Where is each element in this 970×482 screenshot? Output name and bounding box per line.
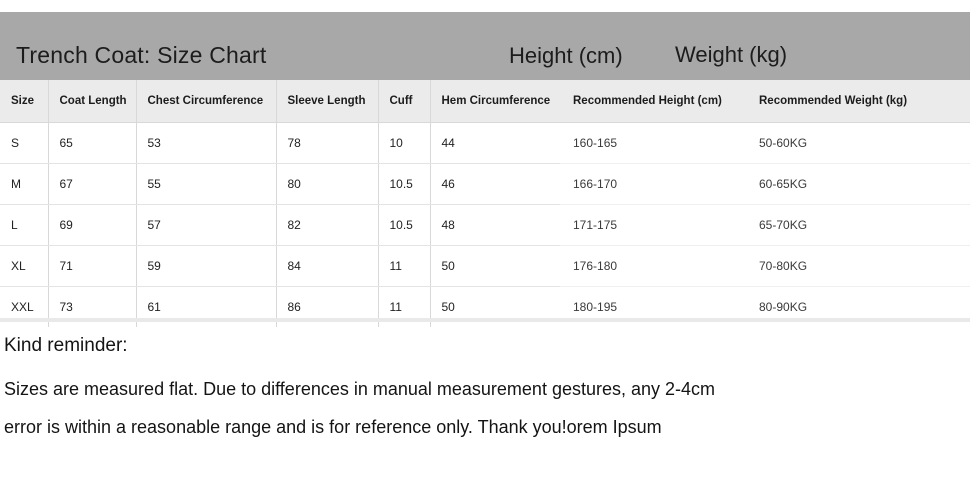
column-header-recommended-height: Recommended Height (cm) <box>560 80 746 123</box>
cell-hem: 50 <box>430 287 560 328</box>
cell-size: M <box>0 164 48 205</box>
cell-sleeve: 86 <box>276 287 378 328</box>
column-header-size: Size <box>0 80 48 123</box>
table-row <box>0 205 560 246</box>
cell-recommended-weight: 65-70KG <box>746 205 970 246</box>
recommend-table-head <box>560 80 970 123</box>
header-band <box>0 12 970 80</box>
table-row <box>0 164 560 205</box>
table-row <box>560 164 970 205</box>
cell-size: S <box>0 123 48 164</box>
cell-recommended-height: 176-180 <box>560 246 746 287</box>
tables-container <box>0 80 970 318</box>
size-table-head <box>0 80 560 123</box>
cell-size: L <box>0 205 48 246</box>
table-row <box>560 246 970 287</box>
column-header-chest-circumference: Chest Circumference <box>136 80 276 123</box>
notes-line-2: error is within a reasonable range and is for reference only. Thank you!orem Ipsum <box>4 417 662 437</box>
cell-recommended-weight: 50-60KG <box>746 123 970 164</box>
cell-recommended-height: 160-165 <box>560 123 746 164</box>
height-label: Height (cm) <box>509 43 623 68</box>
cell-size: XL <box>0 246 48 287</box>
cell-hem: 46 <box>430 164 560 205</box>
cell-chest: 57 <box>136 205 276 246</box>
weight-label: Weight (kg) <box>675 42 788 67</box>
cell-cuff: 10 <box>378 123 430 164</box>
size-table-body <box>0 123 560 328</box>
cell-size: XXL <box>0 287 48 328</box>
cell-chest: 61 <box>136 287 276 328</box>
column-header-sleeve-length: Sleeve Length <box>276 80 378 123</box>
column-header-coat-length: Coat Length <box>48 80 136 123</box>
cell-sleeve: 82 <box>276 205 378 246</box>
cell-sleeve: 80 <box>276 164 378 205</box>
cell-coat-length: 71 <box>48 246 136 287</box>
cell-hem: 50 <box>430 246 560 287</box>
cell-recommended-weight: 70-80KG <box>746 246 970 287</box>
table-row <box>0 246 560 287</box>
cell-hem: 48 <box>430 205 560 246</box>
table-row <box>560 123 970 164</box>
table-header-row <box>560 80 970 123</box>
cell-coat-length: 67 <box>48 164 136 205</box>
cell-hem: 44 <box>430 123 560 164</box>
cell-recommended-height: 166-170 <box>560 164 746 205</box>
column-header-hem-circumference: Hem Circumference <box>430 80 560 123</box>
cell-recommended-weight: 80-90KG <box>746 287 970 328</box>
table-row <box>0 123 560 164</box>
table-header-row <box>0 80 560 123</box>
cell-recommended-height: 180-195 <box>560 287 746 328</box>
recommend-table-body <box>560 123 970 328</box>
cell-cuff: 10.5 <box>378 205 430 246</box>
cell-cuff: 11 <box>378 287 430 328</box>
cell-recommended-weight: 60-65KG <box>746 164 970 205</box>
cell-cuff: 10.5 <box>378 164 430 205</box>
cell-coat-length: 65 <box>48 123 136 164</box>
cell-sleeve: 78 <box>276 123 378 164</box>
cell-chest: 55 <box>136 164 276 205</box>
cell-chest: 59 <box>136 246 276 287</box>
notes-section <box>4 334 966 446</box>
table-bottom-divider <box>0 318 970 322</box>
cell-recommended-height: 171-175 <box>560 205 746 246</box>
notes-title: Kind reminder: <box>4 335 128 356</box>
size-measurements-table <box>0 80 560 327</box>
cell-coat-length: 69 <box>48 205 136 246</box>
cell-sleeve: 84 <box>276 246 378 287</box>
notes-line-1: Sizes are measured flat. Due to differences in manual measurement gestures, any 2-4cm <box>4 379 716 399</box>
cell-cuff: 11 <box>378 246 430 287</box>
cell-chest: 53 <box>136 123 276 164</box>
column-header-cuff: Cuff <box>378 80 430 123</box>
cell-coat-length: 73 <box>48 287 136 328</box>
recommended-sizing-table <box>560 80 970 327</box>
table-row <box>560 205 970 246</box>
column-header-recommended-weight: Recommended Weight (kg) <box>746 80 970 123</box>
page-title: Trench Coat: Size Chart <box>16 42 267 68</box>
